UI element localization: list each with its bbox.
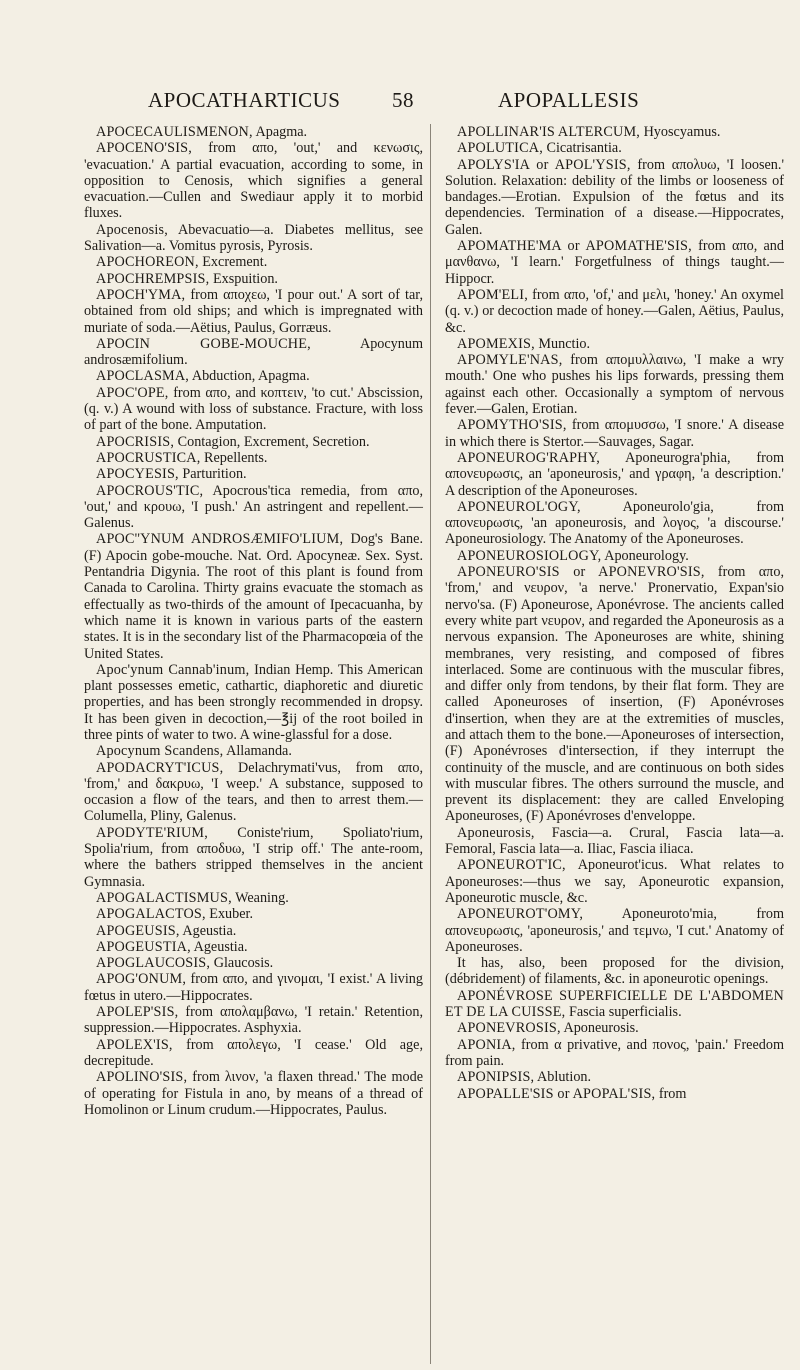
entry-definition: Dog's Bane. (F) Apocin gobe-mouche. Nat. Ord. Apocyneæ. Sex. Syst. Pentandria Digynia. The root of this plant is found from Canada to Carolina. Thirty grains evacuate the stomach as effectually as two-thirds of the amount of Ipecacuanha, by which name it is known in various parts of the eastern states. It is in the secondary list of the Pharmacopœia of the United States. (84, 531, 423, 662)
entry-headword: APOLYS'IA or APOL'YSIS, (457, 156, 631, 173)
entry-definition: Aponeuroto'mia, from απονευρωσις, 'aponeurosis,' and τεμνω, 'I cut.' Anatomy of Aponeuroses. (445, 906, 784, 955)
dictionary-entry (84, 336, 423, 369)
entry-definition: Hyoscyamus. (640, 124, 721, 140)
entry-definition: Apocrous'tica remedia, from απο, 'out,' and κρουω, 'I push.' An astringent and repellent.—Galenus. (84, 482, 423, 532)
dictionary-entry (84, 939, 423, 955)
dictionary-entry (84, 450, 423, 466)
entry-definition: Excrement. (198, 254, 268, 271)
running-head (84, 88, 766, 114)
entry-definition: from απολαμβανω, 'I retain.' Retention, suppression.—Hippocrates. Asphyxia. (84, 1004, 423, 1037)
entry-definition: Aponeurology. (601, 547, 689, 564)
entry-definition: Indian Hemp. This American plant possesses emetic, cathartic, diaphoretic and diuretic properties, and has been strongly recommended in dropsy. It has been given in decoction,—℥ij of the root boiled in three pints of water to two. A wine-glassful for a dose. (84, 661, 423, 743)
entry-headword: Aponeurosis, (457, 824, 535, 841)
dictionary-entry (84, 531, 423, 661)
dictionary-entry (445, 336, 784, 352)
dictionary-entry (84, 662, 423, 743)
entry-headword: APOCRUSTICA, (96, 449, 201, 466)
entry-headword: APOCH'YMA, (96, 286, 186, 303)
dictionary-entry (445, 124, 784, 140)
dictionary-entry (445, 238, 784, 287)
entry-headword: APODYTE'RIUM, (96, 824, 208, 841)
entry-headword: APOLINO'SIS, (96, 1069, 188, 1086)
entry-definition: from λινον, 'a flaxen thread.' The mode of operating for Fistula in ano, by means of a thread of Homolinon or Linum crudum.—Hippocrates, Paulus. (84, 1069, 423, 1118)
entry-headword: APOMYLE'NAS, (457, 352, 563, 369)
dictionary-entry (445, 906, 784, 955)
entry-headword: APOCENO'SIS, (96, 140, 193, 157)
entry-headword: APOCROUS'TIC, (96, 482, 204, 499)
entry-headword: APOCECAULISMENON, (96, 124, 253, 140)
entry-definition: Munctio. (534, 335, 591, 352)
entry-headword: Apocenosis, (96, 221, 168, 238)
entry-definition: Delachrymati'vus, from απο, 'from,' and δακρυω, 'I weep.' A substance, supposed to occasion a flow of the tears, and then to arrest them.—Columella, Pliny, Galenus. (84, 759, 423, 825)
dictionary-entry (84, 906, 423, 922)
dictionary-entry (84, 1069, 423, 1118)
dictionary-entry (84, 1037, 423, 1070)
dictionary-entry (445, 1020, 784, 1036)
entry-definition: Aponeurolo'gia, from απονευρωσις, 'an aponeurosis, and λογος, 'a discourse.' Aponeurosiology. The Anatomy of the Aponeuroses. (445, 498, 784, 548)
entry-headword: APONEUROT'IC, (457, 857, 566, 874)
entry-definition: from απο, 'from,' and νευρον, 'a nerve.' Pronervatio, Expan'sio nervo'sa. (F) Aponeurose, Aponévrose. The ancients called every white part νευρον, and regarded the Aponeurosis as a nervous expansion. The Aponeuroses are white, shining membranes, very resisting, and composed of fibres interlaced. Some are continuous with the muscular fibres, and differ only from tendons, by their flat form. They are called Aponeuroses of insertion, (F) Aponévroses d'insertion, when they are at the extremities of muscles, and attach them to the bone.—Aponeuroses of intersection, (F) Aponévroses d'intersection, if they interrupt the continuity of the muscle, and are continuous on both sides with muscular fibres. The others surround the muscle, and prevent its displacement: they are called Enveloping Aponeuroses, (F) Aponévroses d'enveloppe. (445, 564, 784, 825)
entry-definition: Aponeurosis. (560, 1020, 639, 1037)
entry-definition: from απολυω, 'I loosen.' Solution. Relaxation: debility of the limbs or looseness of bandages.—Erotian. Expulsion of the fœtus and its dependencies. Termination of a disease.—Hippocrates, Galen. (445, 156, 784, 238)
entry-definition: Aponeurogra'phia, from απονευρωσις, an 'aponeurosis,' and γραφη, 'a description.' A description of the Aponeuroses. (445, 449, 784, 499)
entry-headword: APOCIN GOBE-MOUCHE, (96, 335, 311, 352)
entry-definition: Repellents. (200, 449, 268, 466)
dictionary-entry (445, 1069, 784, 1085)
dictionary-entry (84, 971, 423, 1004)
entry-definition: Exspuition. (209, 270, 278, 287)
dictionary-entry (84, 222, 423, 255)
entry-definition: Parturition. (178, 466, 247, 483)
dictionary-entry (445, 352, 784, 417)
entry-definition: Fascia superficialis. (565, 1004, 682, 1021)
entry-definition: from απο, and γινομαι, 'I exist.' A living fœtus in utero.—Hippocrates. (84, 971, 423, 1004)
dictionary-entry (84, 825, 423, 890)
page-number: 58 (392, 88, 414, 112)
entry-headword: APOG'ONUM, (96, 971, 187, 988)
text-columns (84, 124, 784, 1364)
entry-definition: Aponeurot'icus. What relates to Aponeuroses:—thus we say, Aponeurotic expansion, Aponeurotic muscle, &c. (445, 857, 784, 906)
entry-headword: APOGALACTOS, (96, 906, 206, 923)
entry-definition: Fascia—a. Crural, Fascia lata—a. Femoral, Fascia lata—a. Iliac, Fascia iliaca. (445, 824, 784, 858)
left-column (84, 124, 431, 1364)
dictionary-entry (84, 743, 423, 759)
dictionary-entry (445, 499, 784, 548)
entry-headword: APOMEXIS, (457, 335, 535, 352)
entry-definition: from απο, and μανθανω, 'I learn.' Forgetfulness of things taught.—Hippocr. (445, 238, 784, 287)
entry-definition: Glaucosis. (210, 955, 274, 972)
dictionary-entry (84, 760, 423, 825)
dictionary-entry (84, 1004, 423, 1037)
entry-headword: APOLUTICA, (457, 140, 543, 157)
entry-definition: Apagma. (252, 124, 308, 140)
entry-definition: Cicatrisantia. (542, 140, 622, 157)
dictionary-entry (445, 140, 784, 156)
dictionary-entry (84, 890, 423, 906)
dictionary-entry (445, 857, 784, 906)
entry-definition: Apocynum androsæmifolium. (84, 335, 423, 369)
entry-headword: APOCRISIS, (96, 433, 175, 450)
entry-headword: APODACRYT'ICUS, (96, 759, 224, 776)
entry-headword: APOCHREMPSIS, (96, 270, 210, 287)
entry-headword: APOGALACTISMUS, (96, 889, 232, 906)
entry-headword: APOGLAUCOSIS, (96, 955, 211, 972)
entry-definition: Ageustia. (190, 938, 248, 955)
entry-headword: APOLEP'SIS, (96, 1004, 179, 1021)
entry-headword: APONEUROT'OMY, (457, 906, 584, 923)
entry-definition: from αποχεω, 'I pour out.' A sort of tar, obtained from old ships; and which is impregnated with muriate of soda.—Aëtius, Paulus, Gorræus. (84, 286, 423, 336)
entry-headword: APONEUROG'RAPHY, (457, 449, 601, 466)
running-head-right: APOPALLESIS (498, 88, 640, 112)
dictionary-entry (84, 124, 423, 140)
entry-headword: APOLEX'IS, (96, 1036, 173, 1053)
right-column (445, 124, 784, 1364)
entry-headword: APOCHOREON, (96, 254, 199, 271)
dictionary-entry (84, 254, 423, 270)
entry-definition: Abduction, Apagma. (189, 368, 310, 385)
dictionary-entry (445, 564, 784, 825)
entry-headword: Apocynum Scandens, (96, 743, 224, 760)
dictionary-entry (445, 287, 784, 336)
entry-definition: from (655, 1085, 687, 1102)
dictionary-entry (445, 157, 784, 238)
entry-headword: APOMATHE'MA or APOMATHE'SIS, (457, 238, 692, 255)
entry-definition: from απομυσσω, 'I snore.' A disease in which there is Stertor.—Sauvages, Sagar. (445, 417, 784, 450)
entry-headword: APONEUROL'OGY, (457, 498, 581, 515)
entry-definition: from απο, 'of,' and μελι, 'honey.' An oxymel (q. v.) or decoction made of honey.—Galen, Aëtius, Paulus, &c. (445, 286, 784, 336)
dictionary-entry (84, 368, 423, 384)
dictionary-entry (445, 955, 784, 988)
entry-headword: Apoc'ynum Cannab'inum, (96, 661, 250, 678)
dictionary-entry (84, 483, 423, 532)
entry-definition: from απο, 'out,' and κενωσις, 'evacuation.' A partial evacuation, according to some, in opposition to Cenosis, which signifies a general evacuation.—Cullen and Swediaur apply it to morbid fluxes. (84, 140, 423, 222)
dictionary-entry (84, 287, 423, 336)
entry-headword: APOM'ELI, (457, 286, 528, 303)
entry-definition: It has, also, been proposed for the division, (débridement) of filaments, &c. in aponeurotic openings. (445, 955, 784, 988)
dictionary-entry (84, 466, 423, 482)
entry-headword: APONEVROSIS, (457, 1020, 561, 1037)
entry-definition: Abevacuatio—a. Diabetes mellitus, see Salivation—a. Vomitus pyrosis, Pyrosis. (84, 221, 423, 255)
entry-headword: APONIA, (457, 1036, 516, 1053)
entry-definition: Ageustia. (179, 922, 237, 939)
entry-definition: Allamanda. (223, 743, 292, 760)
entry-headword: APONÉVROSE SUPERFICIELLE DE L'ABDOMEN ET DE LA CUISSE, (445, 987, 784, 1021)
dictionary-entry (84, 923, 423, 939)
entry-headword: APOMYTHO'SIS, (457, 417, 567, 434)
entry-headword: APONEUROSIOLOGY, (457, 547, 602, 564)
dictionary-entry (445, 988, 784, 1021)
entry-headword: APOCYESIS, (96, 466, 179, 483)
dictionary-entry (84, 434, 423, 450)
entry-headword: APOPALLE'SIS or APOPAL'SIS, (457, 1085, 656, 1102)
entry-headword: APOGEUSTIA, (96, 938, 191, 955)
entry-definition: Weaning. (231, 889, 289, 906)
running-head-left: APOCATHARTICUS (148, 88, 341, 112)
entry-definition: from απο, and κοπτειν, 'to cut.' Abscission, (q. v.) A wound with loss of substance. Fracture, with loss of part of the bone. Amputation. (84, 384, 423, 434)
dictionary-entry (84, 955, 423, 971)
entry-definition: Ablution. (534, 1069, 592, 1086)
dictionary-entry (84, 385, 423, 434)
entry-definition: Exuber. (205, 906, 254, 923)
entry-definition: Contagion, Excrement, Secretion. (174, 433, 370, 450)
entry-definition: Coniste'rium, Spoliato'rium, Spolia'rium, from αποδυω, 'I strip off.' The ante-room, where the bathers stripped themselves in the ancient Gymnasia. (84, 824, 423, 890)
dictionary-entry (445, 417, 784, 450)
entry-definition: from απομυλλαινω, 'I make a wry mouth.' One who pushes his lips forwards, pressing them against each other. Occasionally a symptom of nervous fever.—Galen, Erotian. (445, 352, 784, 418)
dictionary-entry (445, 1086, 784, 1102)
entry-definition: from α privative, and πονος, 'pain.' Freedom from pain. (445, 1036, 784, 1069)
entry-headword: APOLLINAR'IS ALTERCUM, (457, 124, 641, 140)
dictionary-entry (84, 140, 423, 221)
dictionary-entry (445, 548, 784, 564)
entry-headword: APOC'OPE, (96, 384, 169, 401)
dictionary-entry (445, 825, 784, 858)
entry-headword: APONIPSIS, (457, 1069, 535, 1086)
dictionary-entry (445, 1037, 784, 1070)
dictionary-entry (445, 450, 784, 499)
entry-headword: APOCLASMA, (96, 368, 190, 385)
entry-headword: APOC''YNUM ANDROSÆMIFO'LIUM, (96, 531, 344, 548)
dictionary-entry (84, 271, 423, 287)
entry-definition: from απολεγω, 'I cease.' Old age, decrepitude. (84, 1036, 423, 1069)
entry-headword: APONEURO'SIS or APONEVRO'SIS, (457, 564, 705, 581)
entry-headword: APOGEUSIS, (96, 922, 180, 939)
